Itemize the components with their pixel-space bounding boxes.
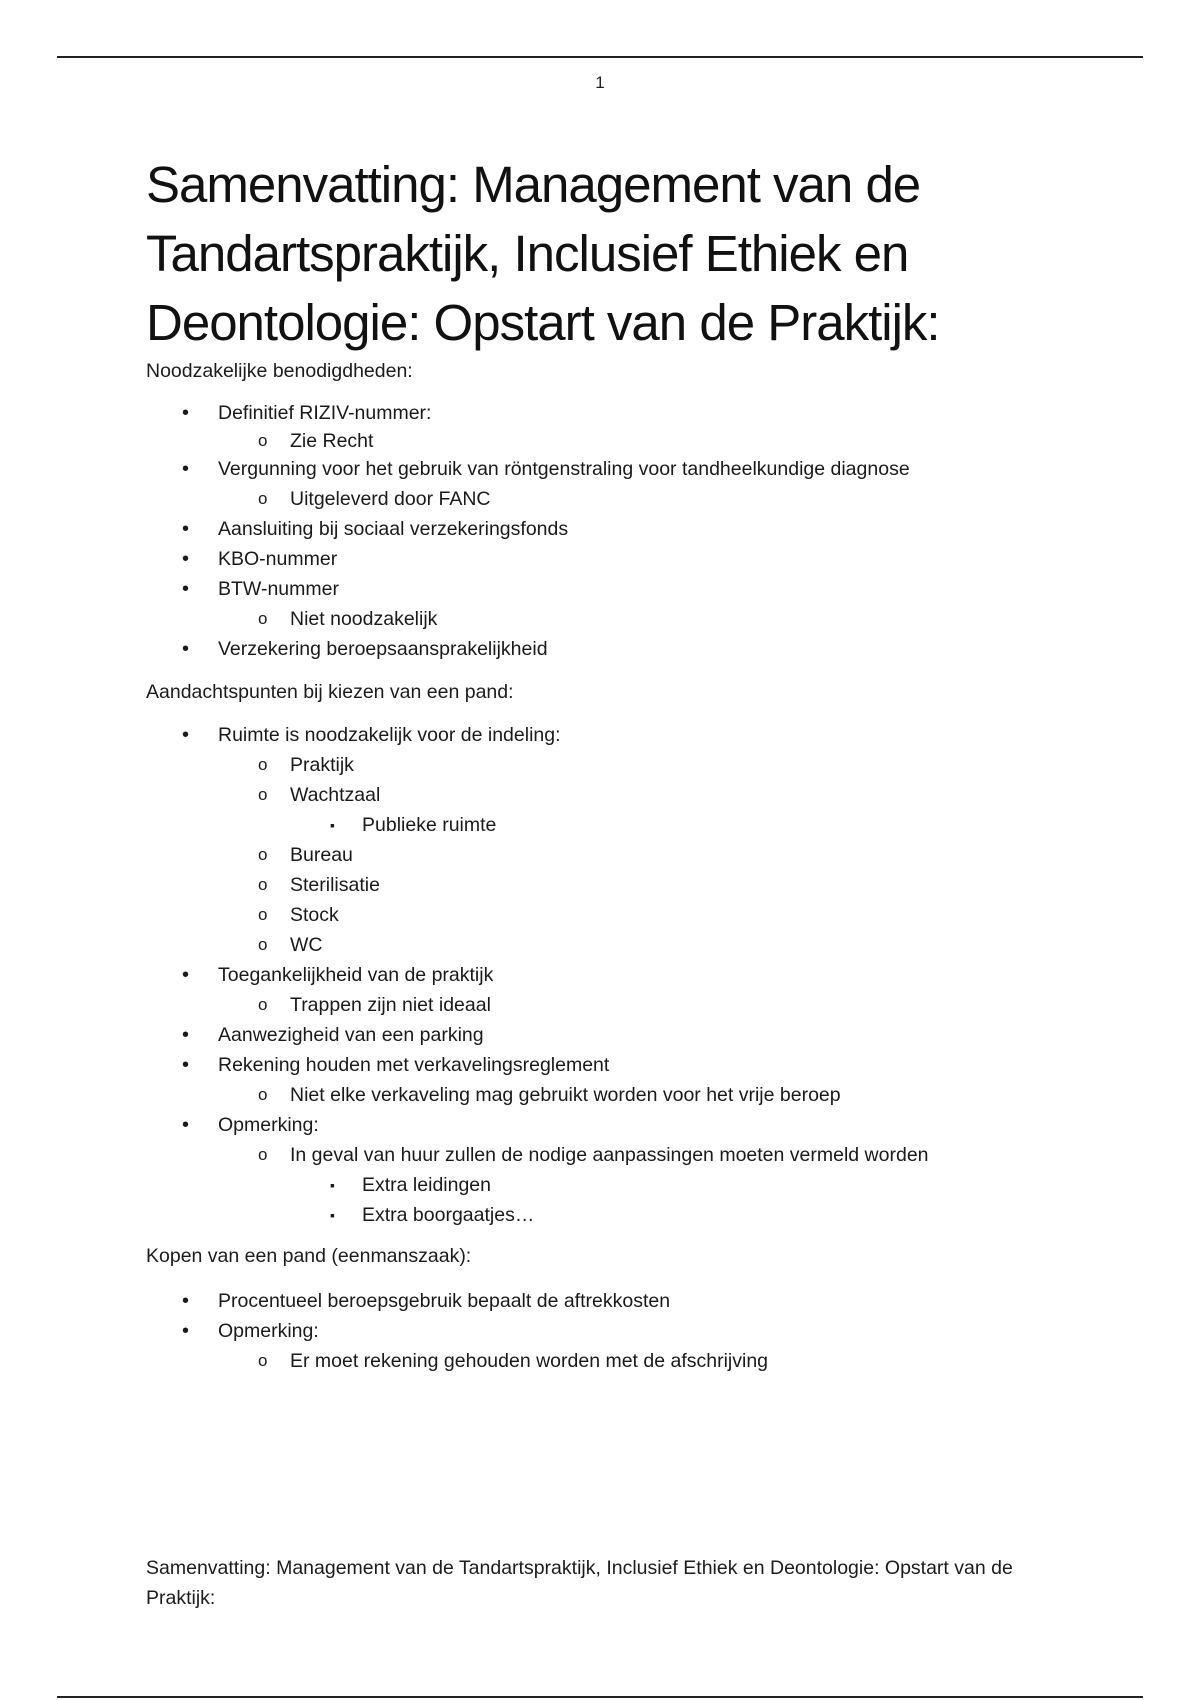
list-item: o Niet noodzakelijk <box>218 604 1066 634</box>
bullet-circle-icon: o <box>258 1145 268 1164</box>
bullet-square-icon: ▪ <box>330 1207 335 1223</box>
bullet-disc-icon: • <box>182 1290 190 1312</box>
bullet-circle-icon: o <box>258 431 268 450</box>
list-item: • KBO-nummer <box>146 544 1066 574</box>
sublist <box>218 990 1066 1020</box>
list-pand <box>146 720 1066 1230</box>
header-rule <box>57 56 1143 58</box>
list-item: o Niet elke verkaveling mag gebruikt worden voor het vrije beroep <box>218 1080 1066 1110</box>
footer-rule <box>57 1696 1143 1698</box>
list-item: • Opmerking: o In geval van huur zullen de nodige aanpassingen moeten vermeld worden ▪ Extra leidingen ▪ Extra boorgaatjes… <box>146 1110 1066 1230</box>
list-item: • Ruimte is noodzakelijk voor de indeling: o Praktijk o Wachtzaal ▪ Publieke ruimte o Bureau o Sterilisatie o Stock o WC <box>146 720 1066 960</box>
bullet-disc-icon: • <box>182 638 190 660</box>
list-item: ▪ Publieke ruimte <box>290 810 1066 840</box>
list-item: o Praktijk <box>218 750 1066 780</box>
sublist <box>218 428 1066 454</box>
bullet-disc-icon: • <box>182 1024 190 1046</box>
list-item: • Procentueel beroepsgebruik bepaalt de aftrekkosten <box>146 1286 1066 1316</box>
bullet-disc-icon: • <box>182 548 190 570</box>
sublist <box>218 1140 1066 1230</box>
list-item: • BTW-nummer o Niet noodzakelijk <box>146 574 1066 634</box>
list-benodigdheden <box>146 398 1066 664</box>
bullet-disc-icon: • <box>182 964 190 986</box>
list-item: o Wachtzaal ▪ Publieke ruimte <box>218 780 1066 840</box>
sublist <box>218 750 1066 960</box>
list-item: o Uitgeleverd door FANC <box>218 484 1066 514</box>
sublist <box>290 810 1066 840</box>
bullet-circle-icon: o <box>258 995 268 1014</box>
bullet-circle-icon: o <box>258 1085 268 1104</box>
list-item: o WC <box>218 930 1066 960</box>
list-item: o In geval van huur zullen de nodige aanpassingen moeten vermeld worden ▪ Extra leidingen ▪ Extra boorgaatjes… <box>218 1140 1066 1230</box>
bullet-circle-icon: o <box>258 1351 268 1370</box>
list-item: • Aansluiting bij sociaal verzekeringsfonds <box>146 514 1066 544</box>
list-item: • Aanwezigheid van een parking <box>146 1020 1066 1050</box>
bullet-square-icon: ▪ <box>330 817 335 833</box>
bullet-disc-icon: • <box>182 724 190 746</box>
bullet-circle-icon: o <box>258 489 268 508</box>
list-item: o Zie Recht <box>258 430 374 452</box>
list-item: • Toegankelijkheid van de praktijk o Trappen zijn niet ideaal <box>146 960 1066 1020</box>
list-item: o Stock <box>218 900 1066 930</box>
list-item: • Rekening houden met verkavelingsreglement o Niet elke verkaveling mag gebruikt worden voor het vrije beroep <box>146 1050 1066 1110</box>
sublist <box>218 604 1066 634</box>
list-item: • Opmerking: o Er moet rekening gehouden worden met de afschrijving <box>146 1316 1066 1376</box>
bullet-disc-icon: • <box>182 1114 190 1136</box>
bullet-circle-icon: o <box>258 845 268 864</box>
list-item: • Verzekering beroepsaansprakelijkheid <box>146 634 1066 664</box>
section-heading-pand: Aandachtspunten bij kiezen van een pand: <box>146 681 514 703</box>
bullet-disc-icon: • <box>182 458 190 480</box>
list-kopen <box>146 1286 1066 1376</box>
bullet-circle-icon: o <box>258 905 268 924</box>
document-body <box>146 150 1066 1376</box>
bullet-circle-icon: o <box>258 785 268 804</box>
section-heading-benodigdheden: Noodzakelijke benodigdheden: <box>146 360 413 382</box>
list-item: o Bureau <box>218 840 1066 870</box>
bullet-circle-icon: o <box>258 935 268 954</box>
list-item: ▪ Extra leidingen <box>290 1170 1066 1200</box>
list-item: o Er moet rekening gehouden worden met de afschrijving <box>218 1346 1066 1376</box>
bullet-square-icon: ▪ <box>330 1177 335 1193</box>
list-item: ▪ Extra boorgaatjes… <box>290 1200 1066 1230</box>
bullet-disc-icon: • <box>182 578 190 600</box>
bullet-circle-icon: o <box>258 609 268 628</box>
document-title: Samenvatting: Management van de Tandartspraktijk, Inclusief Ethiek en Deontologie: Opstart van de Praktijk: <box>146 156 940 351</box>
list-item: • Definitief RIZIV-nummer: o Zie Recht <box>146 398 1066 454</box>
footer-text: Samenvatting: Management van de Tandartspraktijk, Inclusief Ethiek en Deontologie: Opstart van de Praktijk: <box>146 1557 1013 1609</box>
list-item: • Vergunning voor het gebruik van röntgenstraling voor tandheelkundige diagnose o Uitgeleverd door FANC <box>146 454 1066 514</box>
sublist <box>218 1346 1066 1376</box>
bullet-disc-icon: • <box>182 1320 190 1342</box>
bullet-disc-icon: • <box>182 402 190 424</box>
sublist <box>218 484 1066 514</box>
sublist <box>290 1170 1066 1230</box>
list-item: o Sterilisatie <box>218 870 1066 900</box>
sublist <box>218 1080 1066 1110</box>
bullet-circle-icon: o <box>258 875 268 894</box>
section-heading-kopen: Kopen van een pand (eenmanszaak): <box>146 1245 472 1267</box>
bullet-disc-icon: • <box>182 1054 190 1076</box>
bullet-circle-icon: o <box>258 755 268 774</box>
page-number: 1 <box>595 73 605 92</box>
list-item: o Trappen zijn niet ideaal <box>218 990 1066 1020</box>
bullet-disc-icon: • <box>182 518 190 540</box>
